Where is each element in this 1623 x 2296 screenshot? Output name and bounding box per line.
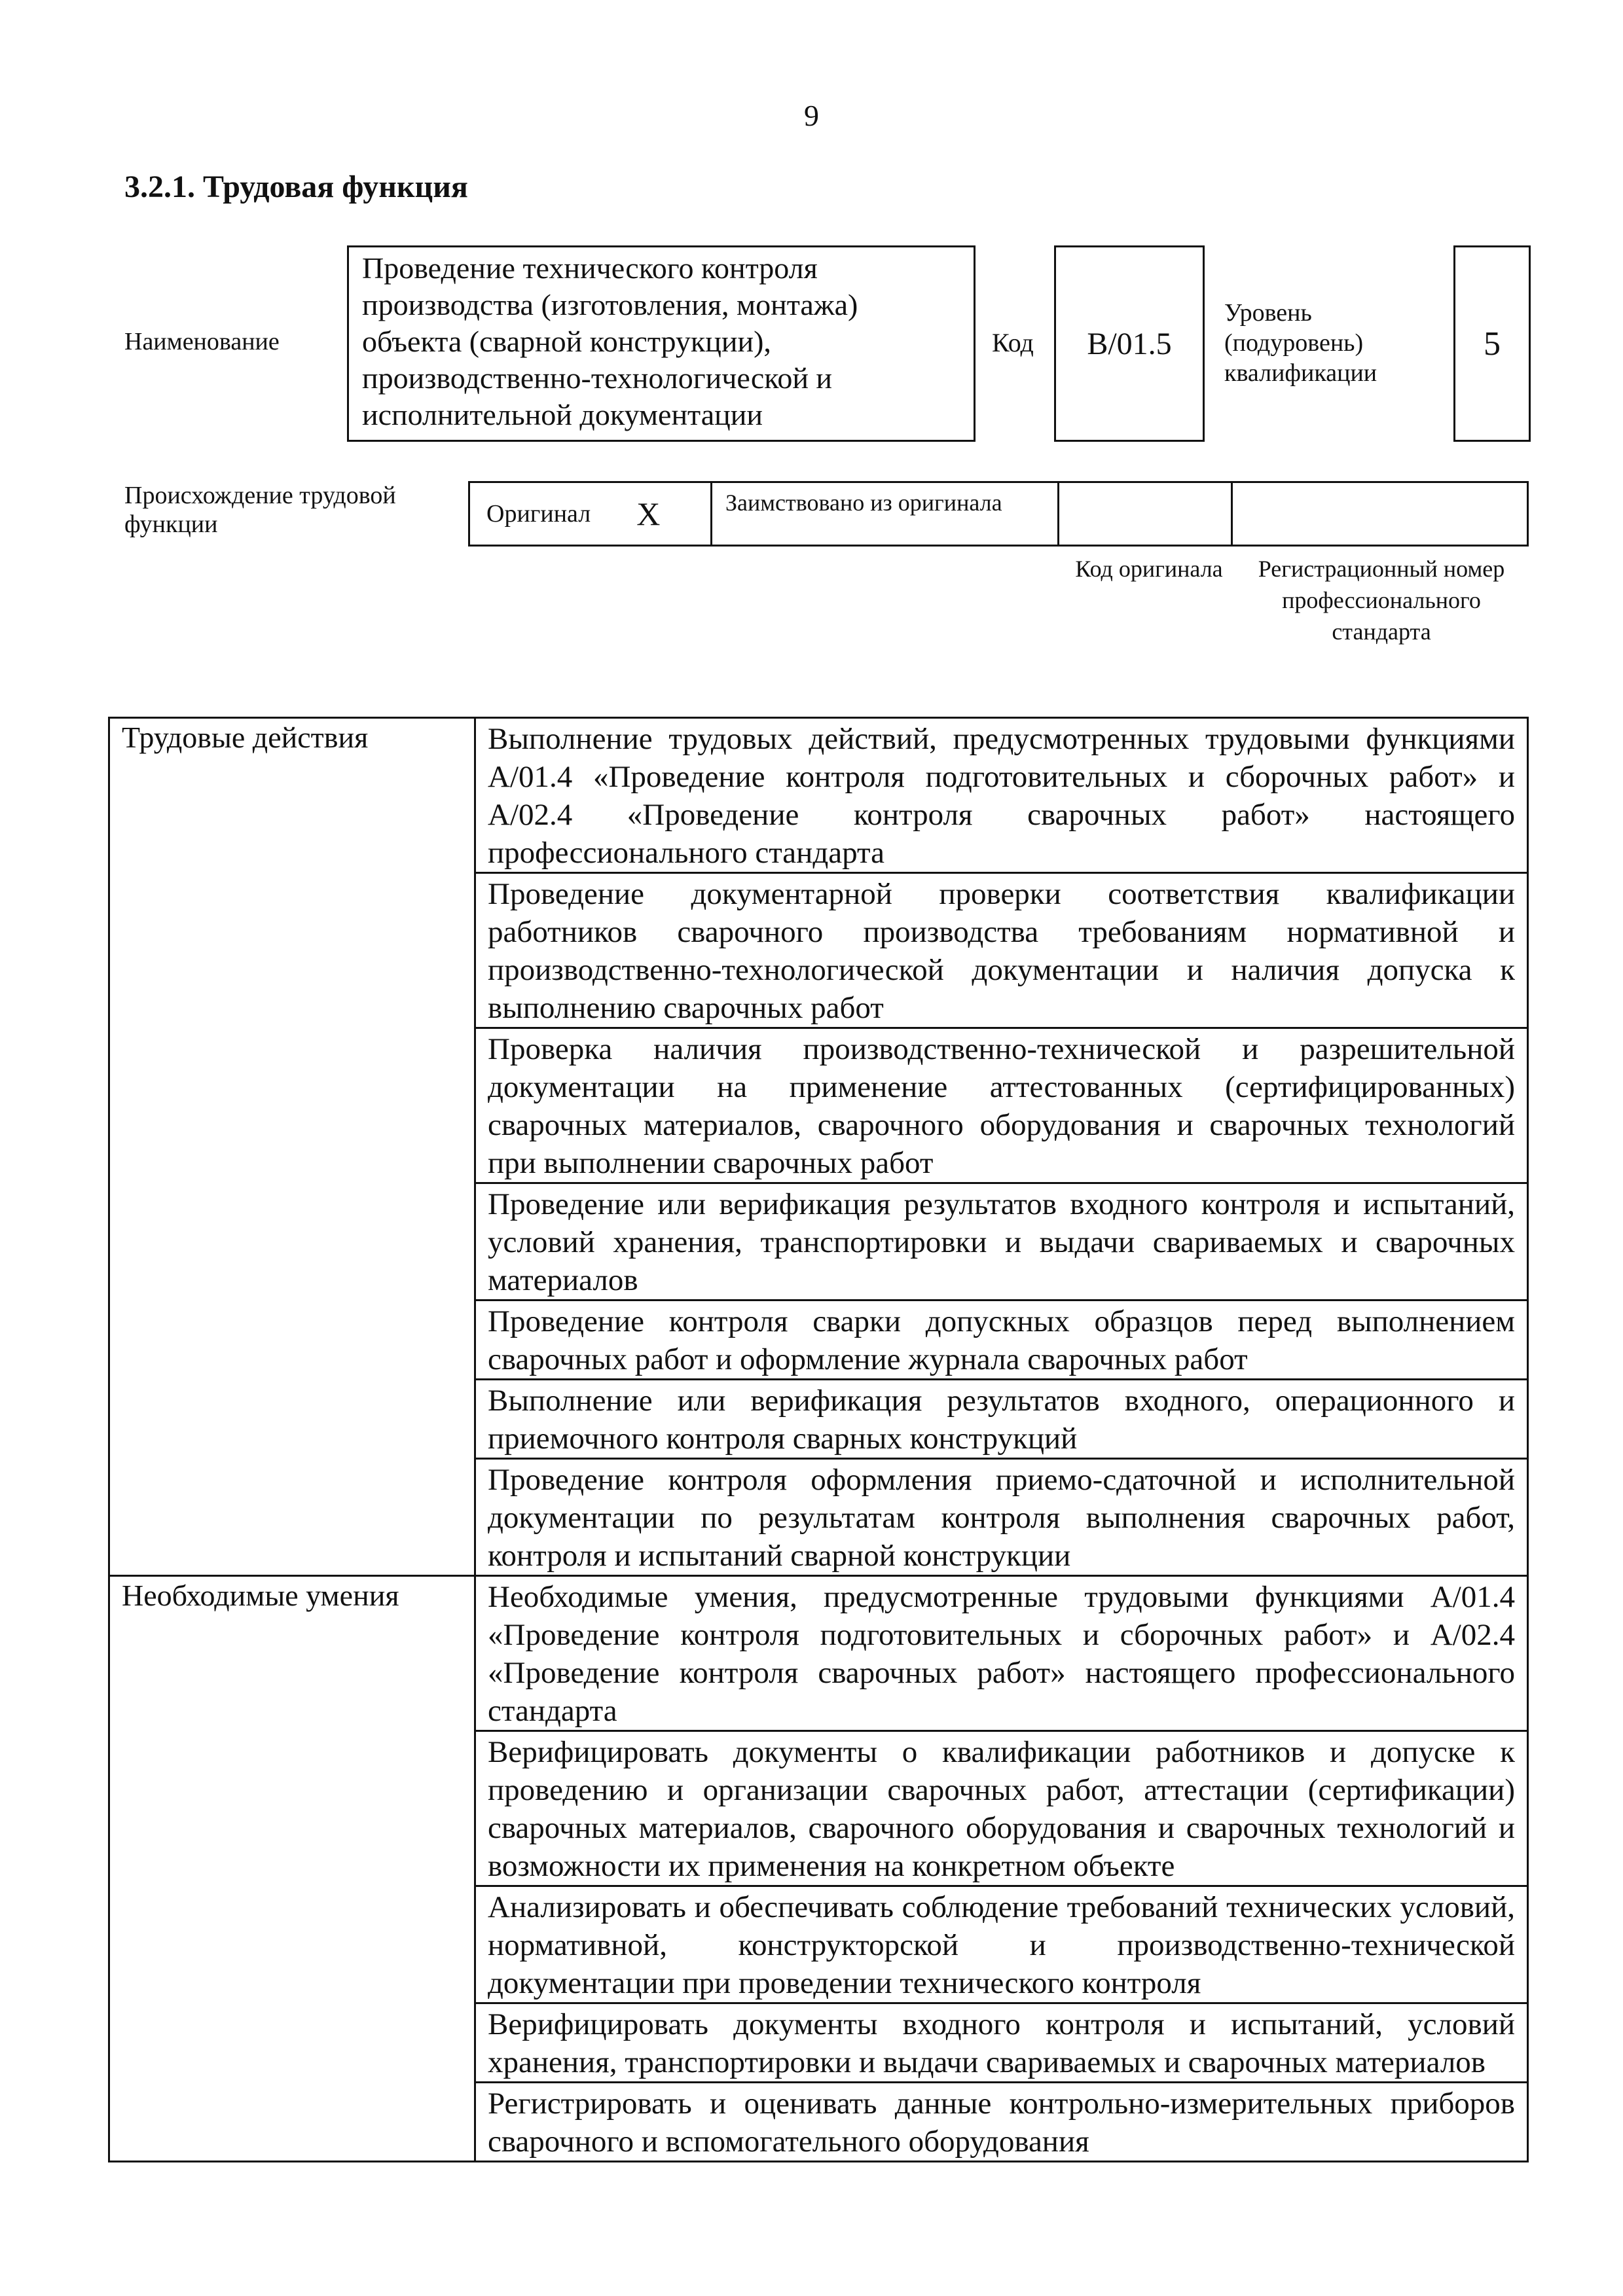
labor-actions-item: Выполнение трудовых действий, предусмотренных трудовыми функциями A/01.4 «Проведение контроля подготовительных и сборочных работ» и A/02.4 «Проведение контроля сварочных работ» настоящего профессионального стандарта xyxy=(475,718,1528,873)
function-table-body xyxy=(109,718,1528,2162)
labor-actions-item: Проведение контроля сварки допускных образцов перед выполнением сварочных работ и оформление журнала сварочных работ xyxy=(475,1300,1528,1380)
required-skills-item: Анализировать и обеспечивать соблюдение требований технических условий, нормативной, конструкторской и производственно-технической документации при проведении технического контроля xyxy=(475,1886,1528,2003)
required-skills-row xyxy=(109,1576,1528,1731)
labor-actions-row xyxy=(109,718,1528,873)
origin-original-cell xyxy=(470,483,712,545)
name-label: Наименование xyxy=(124,328,280,355)
level-label: Уровень (подуровень) квалификации xyxy=(1224,299,1377,387)
original-label: Оригинал xyxy=(486,500,591,528)
required-skills-item: Необходимые умения, предусмотренные трудовыми функциями A/01.4 «Проведение контроля подготовительных и сборочных работ» и A/02.4 «Проведение контроля сварочных работ» настоящего профессионального стандарта xyxy=(475,1576,1528,1731)
labor-actions-item: Проведение документарной проверки соответствия квалификации работников сварочного производства требованиям нормативной и производственно-технологической документации и наличия допуска к выполнению сварочных работ xyxy=(475,873,1528,1028)
required-skills-item: Верифицировать документы входного контроля и испытаний, условий хранения, транспортировки и выдачи свариваемых и сварочных материалов xyxy=(475,2003,1528,2083)
required-skills-item: Верифицировать документы о квалификации работников и допуске к проведению и организации сварочных работ, аттестации (сертификации) сварочных материалов, сварочного оборудования и сварочных технологий и возможности их применения на конкретном объекте xyxy=(475,1731,1528,1886)
code-box: B/01.5 xyxy=(1054,245,1205,442)
labor-actions-item: Проверка наличия производственно-технической и разрешительной документации на применение аттестованных (сертифицированных) сварочных материалов, сварочного оборудования и сварочных технологий при выполнении сварочных работ xyxy=(475,1028,1528,1183)
labor-actions-item: Выполнение или верификация результатов входного, операционного и приемочного контроля сварных конструкций xyxy=(475,1380,1528,1459)
origin-borrowed-cell: Заимствовано из оригинала xyxy=(712,483,1059,545)
page-number: 9 xyxy=(804,99,819,132)
function-name-box: Проведение технического контроля производства (изготовления, монтажа) объекта (сварной конструкции), производственно-технологической и исполнительной документации xyxy=(347,245,976,442)
required-skills-label: Необходимые умения xyxy=(109,1576,475,2162)
function-table xyxy=(108,717,1529,2162)
origin-row xyxy=(468,481,1529,547)
labor-actions-item: Проведение контроля оформления приемо-сдаточной и исполнительной документации по результатам контроля выполнения сварочных работ, контроля и испытаний сварной конструкции xyxy=(475,1459,1528,1576)
reg-caption: Регистрационный номер профессионального стандарта xyxy=(1258,556,1505,645)
origin-label: Происхождение трудовой функции xyxy=(124,482,396,538)
origin-code-cell xyxy=(1059,483,1233,545)
labor-actions-label: Трудовые действия xyxy=(109,718,475,1576)
level-box: 5 xyxy=(1453,245,1531,442)
code-caption: Код оригинала xyxy=(1075,556,1223,582)
origin-reg-cell xyxy=(1233,483,1527,545)
section-title: 3.2.1. Трудовая функция xyxy=(124,170,468,204)
original-mark: X xyxy=(636,495,661,532)
labor-actions-item: Проведение или верификация результатов входного контроля и испытаний, условий хранения, транспортировки и выдачи свариваемых и сварочных материалов xyxy=(475,1183,1528,1300)
required-skills-item: Регистрировать и оценивать данные контрольно-измерительных приборов сварочного и вспомогательного оборудования xyxy=(475,2083,1528,2162)
code-label: Код xyxy=(992,328,1034,357)
